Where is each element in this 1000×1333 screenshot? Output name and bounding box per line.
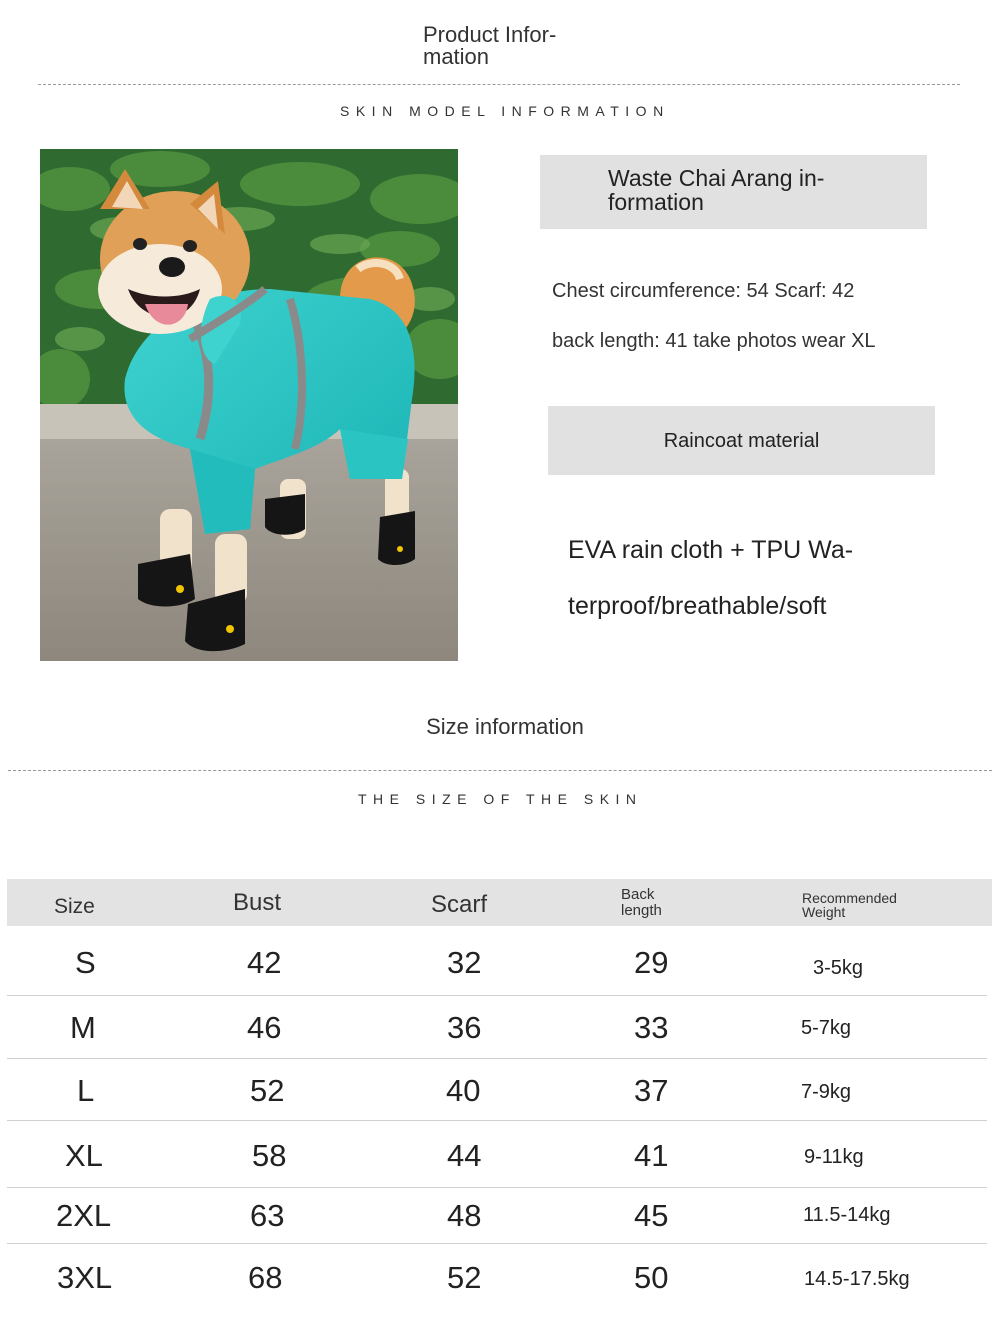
cell-back-length: 45	[634, 1198, 669, 1233]
header-scarf: Scarf	[431, 891, 488, 918]
cell-scarf: 36	[447, 1010, 482, 1045]
cell-weight: 11.5-14kg	[803, 1204, 891, 1226]
size-section-subtitle: THE SIZE OF THE SKIN	[358, 791, 643, 807]
cell-weight: 14.5-17.5kg	[804, 1268, 910, 1290]
header-back-line2: length	[621, 902, 662, 919]
cell-back-length: 33	[634, 1010, 669, 1045]
cell-bust: 52	[250, 1073, 285, 1108]
cell-weight: 9-11kg	[804, 1146, 864, 1168]
cell-weight: 3-5kg	[813, 957, 864, 979]
material-box	[548, 406, 935, 475]
cell-bust: 68	[248, 1260, 283, 1295]
cell-back-length: 50	[634, 1260, 669, 1295]
header-recommended-weight	[802, 891, 897, 919]
cell-back-length: 29	[634, 945, 669, 980]
cell-size: 3XL	[57, 1260, 113, 1295]
cell-back-length: 37	[634, 1073, 669, 1108]
cell-scarf: 48	[447, 1198, 482, 1233]
page-title: Product Infor- mation	[423, 22, 557, 69]
header-size: Size	[54, 895, 95, 918]
dog-raincoat-image	[40, 149, 458, 661]
cell-size: S	[75, 945, 96, 980]
header-weight-line1: Recommended	[802, 890, 897, 906]
material-line-2: terproof/breathable/soft	[568, 592, 827, 620]
cell-size: 2XL	[56, 1198, 112, 1233]
product-photo	[40, 149, 458, 661]
material-line-1: EVA rain cloth + TPU Wa-	[568, 536, 854, 564]
cell-scarf: 40	[446, 1073, 481, 1108]
cell-size: XL	[65, 1138, 103, 1173]
cell-size: M	[70, 1010, 96, 1045]
material-description	[568, 522, 908, 634]
row-separator	[7, 1243, 987, 1244]
material-title: Raincoat material	[663, 430, 820, 452]
cell-weight: 7-9kg	[801, 1081, 852, 1103]
model-info-box	[540, 155, 927, 229]
row-separator	[7, 1058, 987, 1059]
size-section-title: Size information	[426, 714, 584, 739]
cell-bust: 63	[250, 1198, 285, 1233]
cell-scarf: 52	[447, 1260, 482, 1295]
size-table-header	[7, 879, 992, 926]
model-size-line: back length: 41 take photos wear XL	[552, 330, 876, 352]
cell-bust: 58	[252, 1138, 287, 1173]
divider	[8, 770, 992, 771]
header-back-line1: Back	[621, 886, 655, 903]
section-subtitle: SKIN MODEL INFORMATION	[340, 103, 670, 119]
cell-size: L	[77, 1073, 95, 1108]
row-separator	[7, 995, 987, 996]
header-back-length	[621, 887, 662, 919]
cell-bust: 46	[247, 1010, 282, 1045]
cell-back-length: 41	[634, 1138, 669, 1173]
cell-scarf: 44	[447, 1138, 482, 1173]
cell-bust: 42	[247, 945, 282, 980]
row-separator	[7, 1120, 987, 1121]
header-weight-line2: Weight	[802, 904, 846, 920]
header-bust: Bust	[233, 889, 282, 916]
cell-weight: 5-7kg	[801, 1017, 852, 1039]
model-info-title: Waste Chai Arang in- formation	[608, 165, 825, 215]
divider	[38, 84, 960, 85]
model-measurement-line: Chest circumference: 54 Scarf: 42	[552, 280, 855, 302]
cell-scarf: 32	[447, 945, 482, 980]
row-separator	[7, 1187, 987, 1188]
